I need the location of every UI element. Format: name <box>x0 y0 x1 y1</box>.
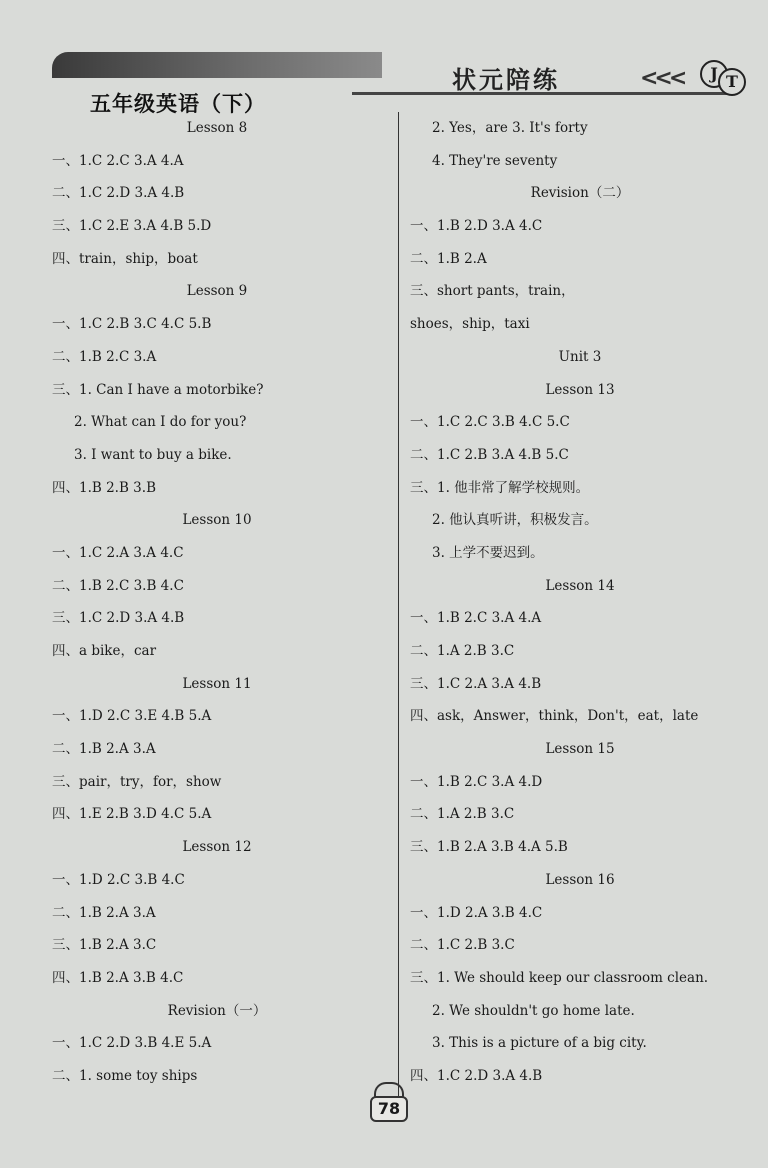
answer-line: 二、1.B 2.A <box>410 250 487 267</box>
section-heading: Revision（一） <box>167 1002 267 1019</box>
answer-line: 四、train，ship，boat <box>52 250 198 267</box>
answer-line: 二、1.C 2.D 3.A 4.B <box>52 185 185 202</box>
answer-line: 三、pair，try，for，show <box>52 773 222 790</box>
page-number-badge <box>362 1082 414 1126</box>
answer-line: 三、1.C 2.A 3.A 4.B <box>410 675 542 692</box>
chevron-left-icon: <<< <box>640 66 684 91</box>
answer-line: 三、1.C 2.E 3.A 4.B 5.D <box>52 218 212 235</box>
answer-line: 二、1.B 2.A 3.A <box>52 741 156 758</box>
answer-line: 三、1. Can I have a motorbike? <box>52 381 264 398</box>
answer-column-left <box>52 112 382 1093</box>
logo-letter-t: T <box>718 68 746 96</box>
answer-line: 二、1.C 2.B 3.C <box>410 937 515 954</box>
answer-column-right <box>410 112 750 1093</box>
section-heading: Unit 3 <box>558 348 602 365</box>
answer-line: 一、1.B 2.C 3.A 4.A <box>410 610 542 627</box>
answer-line: 4. They're seventy <box>432 152 558 169</box>
jt-logo <box>700 60 744 94</box>
answer-line: 2. 他认真听讲，积极发言。 <box>432 512 598 529</box>
answer-line: 一、1.D 2.C 3.B 4.C <box>52 871 185 888</box>
section-heading: Lesson 12 <box>182 839 252 856</box>
section-heading: Lesson 8 <box>186 120 248 136</box>
section-heading: Lesson 9 <box>186 283 248 300</box>
answer-line: 四、1.B 2.B 3.B <box>52 479 156 496</box>
answer-line: 3. I want to buy a bike. <box>74 446 232 463</box>
book-title: 五年级英语（下） <box>90 92 266 116</box>
answer-line: 二、1.B 2.A 3.A <box>52 904 156 921</box>
answer-line: 3. 上学不要迟到。 <box>432 544 544 561</box>
brand-title: 状元陪练 <box>452 66 560 94</box>
answer-line: 四、ask，Answer，think，Don't，eat，late <box>410 708 699 725</box>
answer-line: 四、a bike，car <box>52 643 157 659</box>
answer-line: 一、1.B 2.C 3.A 4.D <box>410 773 543 790</box>
answer-line: 一、1.C 2.A 3.A 4.C <box>52 544 184 561</box>
answer-line: 三、short pants，train， <box>410 283 575 300</box>
answer-line: 一、1.B 2.D 3.A 4.C <box>410 218 543 235</box>
answer-line: 三、1.B 2.A 3.C <box>52 937 157 954</box>
answer-line: 一、1.C 2.C 3.B 4.C 5.C <box>410 414 570 431</box>
answer-line: 三、1.C 2.D 3.A 4.B <box>52 610 185 627</box>
answer-line: 一、1.C 2.D 3.B 4.E 5.A <box>52 1035 212 1052</box>
answer-line: 一、1.D 2.C 3.E 4.B 5.A <box>52 708 212 725</box>
column-divider <box>398 112 399 1112</box>
section-heading: Lesson 13 <box>545 381 615 398</box>
section-heading: Lesson 15 <box>545 741 615 758</box>
answer-line: 2. We shouldn't go home late. <box>432 1002 635 1019</box>
answer-line: 二、1.A 2.B 3.C <box>410 806 515 823</box>
header-bar-decoration <box>52 52 382 78</box>
answer-line: 三、1.B 2.A 3.B 4.A 5.B <box>410 839 568 856</box>
answer-line: 二、1.C 2.B 3.A 4.B 5.C <box>410 446 569 463</box>
section-heading: Revision（二） <box>530 185 630 202</box>
answer-line: 三、1. 他非常了解学校规则。 <box>410 479 590 496</box>
section-heading: Lesson 16 <box>545 871 615 888</box>
answer-line: 一、1.D 2.A 3.B 4.C <box>410 904 543 921</box>
answer-line: 二、1.B 2.C 3.A <box>52 348 157 365</box>
logo-letter-j: J <box>700 60 728 88</box>
answer-line: 二、1. some toy ships <box>52 1067 198 1084</box>
page-number: 78 <box>370 1096 408 1122</box>
answer-line: 二、1.A 2.B 3.C <box>410 643 515 659</box>
answer-line: 二、1.B 2.C 3.B 4.C <box>52 577 184 594</box>
section-heading: Lesson 10 <box>182 512 252 529</box>
answer-line: 四、1.C 2.D 3.A 4.B <box>410 1067 543 1084</box>
section-heading: Lesson 14 <box>545 577 615 594</box>
answer-line: 3. This is a picture of a big city. <box>432 1035 647 1052</box>
answer-line: 四、1.B 2.A 3.B 4.C <box>52 969 184 986</box>
answer-line: shoes，ship，taxi <box>410 316 530 333</box>
answer-line: 一、1.C 2.C 3.A 4.A <box>52 152 184 169</box>
answer-line: 2. What can I do for you? <box>74 414 247 431</box>
answer-line: 2. Yes，are 3. It's forty <box>432 120 588 136</box>
answer-line: 一、1.C 2.B 3.C 4.C 5.B <box>52 316 212 333</box>
answer-line: 三、1. We should keep our classroom clean. <box>410 969 709 986</box>
answer-line: 四、1.E 2.B 3.D 4.C 5.A <box>52 806 212 823</box>
section-heading: Lesson 11 <box>182 675 252 692</box>
